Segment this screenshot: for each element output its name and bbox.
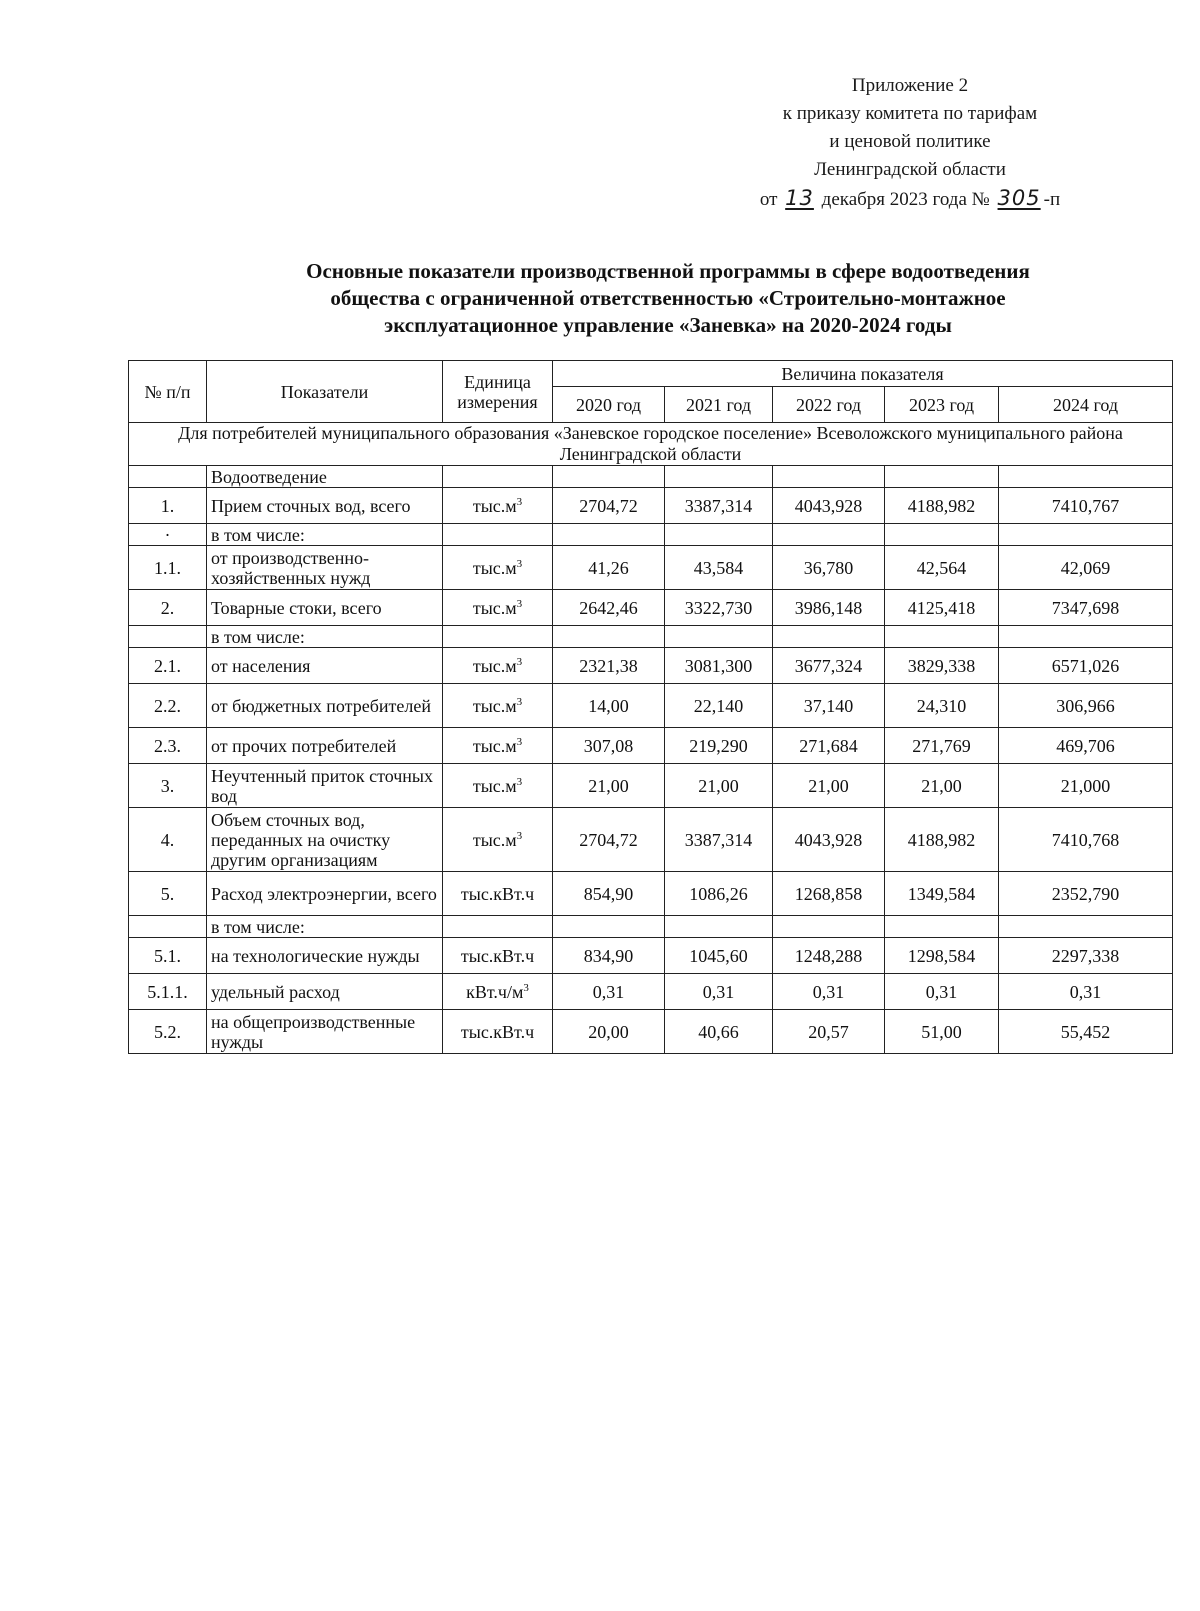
appendix-header (720, 72, 1100, 214)
table-row (129, 1010, 1173, 1054)
indicator-name: Прием сточных вод, всего (207, 488, 443, 524)
value-cell: 1086,26 (665, 872, 773, 916)
row-number: 4. (129, 808, 207, 872)
unit-label: тыс.м (472, 829, 517, 850)
table-cell (443, 524, 553, 546)
unit-superscript: 3 (516, 557, 523, 570)
table-cell (999, 916, 1173, 938)
region-row: Для потребителей муниципального образования «Заневское городское поселение» Всеволожского муниципального района Ленинградской области (129, 423, 1173, 466)
value-cell: 0,31 (665, 974, 773, 1010)
value-cell: 4188,982 (885, 808, 999, 872)
header-year: 2020 год (553, 387, 665, 423)
handwritten-order-number: 305 (997, 186, 1041, 210)
value-cell: 43,584 (665, 546, 773, 590)
value-cell: 3677,324 (773, 648, 885, 684)
unit-cell (443, 590, 553, 626)
unit-superscript: 3 (523, 981, 529, 994)
row-number: 2.1. (129, 648, 207, 684)
value-cell: 37,140 (773, 684, 885, 728)
table-cell (129, 466, 207, 488)
value-cell: 271,684 (773, 728, 885, 764)
table-cell (443, 466, 553, 488)
indicator-name: от прочих потребителей (207, 728, 443, 764)
row-number: 3. (129, 764, 207, 808)
unit-superscript: 3 (516, 695, 523, 708)
indicator-name: удельный расход (207, 974, 443, 1010)
unit-label: тыс.м (472, 775, 517, 796)
row-number: 2. (129, 590, 207, 626)
unit-cell (443, 764, 553, 808)
value-cell: 55,452 (999, 1010, 1173, 1054)
unit-cell (443, 872, 553, 916)
value-cell: 20,00 (553, 1010, 665, 1054)
value-cell: 7410,767 (999, 488, 1173, 524)
table-cell (665, 466, 773, 488)
value-cell: 36,780 (773, 546, 885, 590)
value-cell: 307,08 (553, 728, 665, 764)
table-cell (773, 524, 885, 546)
subheading-label: в том числе: (207, 916, 443, 938)
table-row (129, 974, 1173, 1010)
table-row (129, 626, 1173, 648)
unit-label: тыс.кВт.ч (460, 883, 535, 904)
table-cell (665, 626, 773, 648)
value-cell: 2704,72 (553, 488, 665, 524)
appendix-label: Приложение 2 (851, 75, 969, 96)
unit-label: тыс.м (472, 495, 517, 516)
subheading-label: в том числе: (207, 626, 443, 648)
unit-superscript: 3 (516, 735, 523, 748)
table-cell (443, 916, 553, 938)
unit-superscript: 3 (516, 495, 523, 508)
header-year: 2023 год (885, 387, 999, 423)
value-cell: 42,564 (885, 546, 999, 590)
indicator-name: Неучтенный приток сточных вод (207, 764, 443, 808)
section-label: Водоотведение (207, 466, 443, 488)
value-cell: 2352,790 (999, 872, 1173, 916)
header-unit: Единица измерения (443, 361, 553, 423)
row-number: 5.1. (129, 938, 207, 974)
value-cell: 0,31 (885, 974, 999, 1010)
table-cell (553, 626, 665, 648)
row-number: · (129, 524, 207, 546)
value-cell: 1045,60 (665, 938, 773, 974)
unit-label: тыс.м (472, 695, 517, 716)
table-row (129, 728, 1173, 764)
value-cell: 0,31 (553, 974, 665, 1010)
table-cell (999, 524, 1173, 546)
table-cell (885, 916, 999, 938)
region-line: Ленинградской области (814, 159, 1006, 180)
value-cell: 21,00 (665, 764, 773, 808)
table-cell (885, 626, 999, 648)
table-row (129, 546, 1173, 590)
value-cell: 3986,148 (773, 590, 885, 626)
unit-cell (443, 974, 553, 1010)
row-number: 2.2. (129, 684, 207, 728)
value-cell: 1349,584 (885, 872, 999, 916)
indicator-name: на технологические нужды (207, 938, 443, 974)
unit-cell (443, 938, 553, 974)
table-cell (665, 916, 773, 938)
row-number (129, 626, 207, 648)
unit-cell (443, 648, 553, 684)
row-number: 1. (129, 488, 207, 524)
title-line-1: Основные показатели производственной программы в сфере водоотведения (306, 259, 1030, 283)
table-cell (443, 626, 553, 648)
order-date-line (720, 184, 1100, 214)
table-row (129, 488, 1173, 524)
table-cell (553, 466, 665, 488)
indicators-table (128, 360, 1173, 1054)
header-indicator: Показатели (207, 361, 443, 423)
value-cell: 469,706 (999, 728, 1173, 764)
table-cell (553, 524, 665, 546)
value-cell: 22,140 (665, 684, 773, 728)
indicator-name: Объем сточных вод, переданных на очистку другим организациям (207, 808, 443, 872)
handwritten-day: 13 (785, 186, 814, 210)
table-row (129, 648, 1173, 684)
value-cell: 6571,026 (999, 648, 1173, 684)
committee-line: и ценовой политике (829, 131, 991, 152)
table-row (129, 938, 1173, 974)
title-line-2: общества с ограниченной ответственностью «Строительно-монтажное (330, 286, 1006, 310)
table-row (129, 916, 1173, 938)
indicator-name: Товарные стоки, всего (207, 590, 443, 626)
value-cell: 51,00 (885, 1010, 999, 1054)
row-number: 5. (129, 872, 207, 916)
unit-label: тыс.м (472, 655, 517, 676)
table-cell (773, 626, 885, 648)
title-line-3: эксплуатационное управление «Заневка» на 2020-2024 годы (384, 313, 952, 337)
indicator-name: от бюджетных потребителей (207, 684, 443, 728)
unit-label: тыс.кВт.ч (460, 1021, 535, 1042)
value-cell: 834,90 (553, 938, 665, 974)
value-cell: 4188,982 (885, 488, 999, 524)
header-year: 2021 год (665, 387, 773, 423)
unit-label: тыс.м (472, 735, 517, 756)
value-cell: 854,90 (553, 872, 665, 916)
header-num: № п/п (129, 361, 207, 423)
value-cell: 41,26 (553, 546, 665, 590)
table-row (129, 590, 1173, 626)
table-cell (999, 466, 1173, 488)
value-cell: 14,00 (553, 684, 665, 728)
value-cell: 21,000 (999, 764, 1173, 808)
table-cell (553, 916, 665, 938)
unit-superscript: 3 (516, 775, 523, 788)
subheading-label: в том числе: (207, 524, 443, 546)
unit-cell (443, 728, 553, 764)
value-cell: 42,069 (999, 546, 1173, 590)
value-cell: 21,00 (773, 764, 885, 808)
value-cell: 219,290 (665, 728, 773, 764)
value-cell: 3081,300 (665, 648, 773, 684)
value-cell: 3387,314 (665, 808, 773, 872)
value-cell: 1298,584 (885, 938, 999, 974)
row-number: 2.3. (129, 728, 207, 764)
table-cell (773, 466, 885, 488)
value-cell: 7347,698 (999, 590, 1173, 626)
header-value-group: Величина показателя (553, 361, 1173, 387)
order-suffix: -п (1043, 189, 1061, 210)
row-number: 1.1. (129, 546, 207, 590)
unit-cell (443, 808, 553, 872)
indicator-name: от населения (207, 648, 443, 684)
date-middle: декабря 2023 года № (821, 189, 990, 210)
table-cell (885, 466, 999, 488)
value-cell: 4043,928 (773, 488, 885, 524)
table-cell (773, 916, 885, 938)
header-year: 2024 год (999, 387, 1173, 423)
unit-label: тыс.м (472, 557, 517, 578)
unit-label: кВт.ч/м (466, 981, 524, 1002)
table-row (129, 524, 1173, 546)
value-cell: 2321,38 (553, 648, 665, 684)
indicator-name: от производственно-хозяйственных нужд (207, 546, 443, 590)
unit-label: тыс.м (472, 597, 517, 618)
table-cell (665, 524, 773, 546)
unit-label: тыс.кВт.ч (460, 945, 535, 966)
document-title (218, 258, 1118, 339)
unit-cell (443, 684, 553, 728)
date-prefix: от (759, 189, 778, 210)
value-cell: 271,769 (885, 728, 999, 764)
value-cell: 24,310 (885, 684, 999, 728)
table-row (129, 764, 1173, 808)
value-cell: 7410,768 (999, 808, 1173, 872)
table-row (129, 684, 1173, 728)
unit-superscript: 3 (516, 597, 523, 610)
value-cell: 0,31 (999, 974, 1173, 1010)
row-number: 5.2. (129, 1010, 207, 1054)
value-cell: 4125,418 (885, 590, 999, 626)
indicator-name: на общепроизводственные нужды (207, 1010, 443, 1054)
order-reference: к приказу комитета по тарифам (782, 103, 1038, 124)
row-number (129, 916, 207, 938)
value-cell: 306,966 (999, 684, 1173, 728)
value-cell: 21,00 (885, 764, 999, 808)
unit-cell (443, 546, 553, 590)
value-cell: 1248,288 (773, 938, 885, 974)
value-cell: 2297,338 (999, 938, 1173, 974)
value-cell: 20,57 (773, 1010, 885, 1054)
unit-cell (443, 488, 553, 524)
value-cell: 2704,72 (553, 808, 665, 872)
value-cell: 3829,338 (885, 648, 999, 684)
unit-superscript: 3 (516, 655, 523, 668)
value-cell: 40,66 (665, 1010, 773, 1054)
value-cell: 4043,928 (773, 808, 885, 872)
value-cell: 21,00 (553, 764, 665, 808)
indicator-name: Расход электроэнергии, всего (207, 872, 443, 916)
unit-cell (443, 1010, 553, 1054)
value-cell: 3322,730 (665, 590, 773, 626)
value-cell: 3387,314 (665, 488, 773, 524)
table-row (129, 808, 1173, 872)
unit-superscript: 3 (516, 829, 523, 842)
header-year: 2022 год (773, 387, 885, 423)
table-cell (885, 524, 999, 546)
value-cell: 0,31 (773, 974, 885, 1010)
value-cell: 1268,858 (773, 872, 885, 916)
value-cell: 2642,46 (553, 590, 665, 626)
row-number: 5.1.1. (129, 974, 207, 1010)
table-cell (999, 626, 1173, 648)
table-row (129, 872, 1173, 916)
